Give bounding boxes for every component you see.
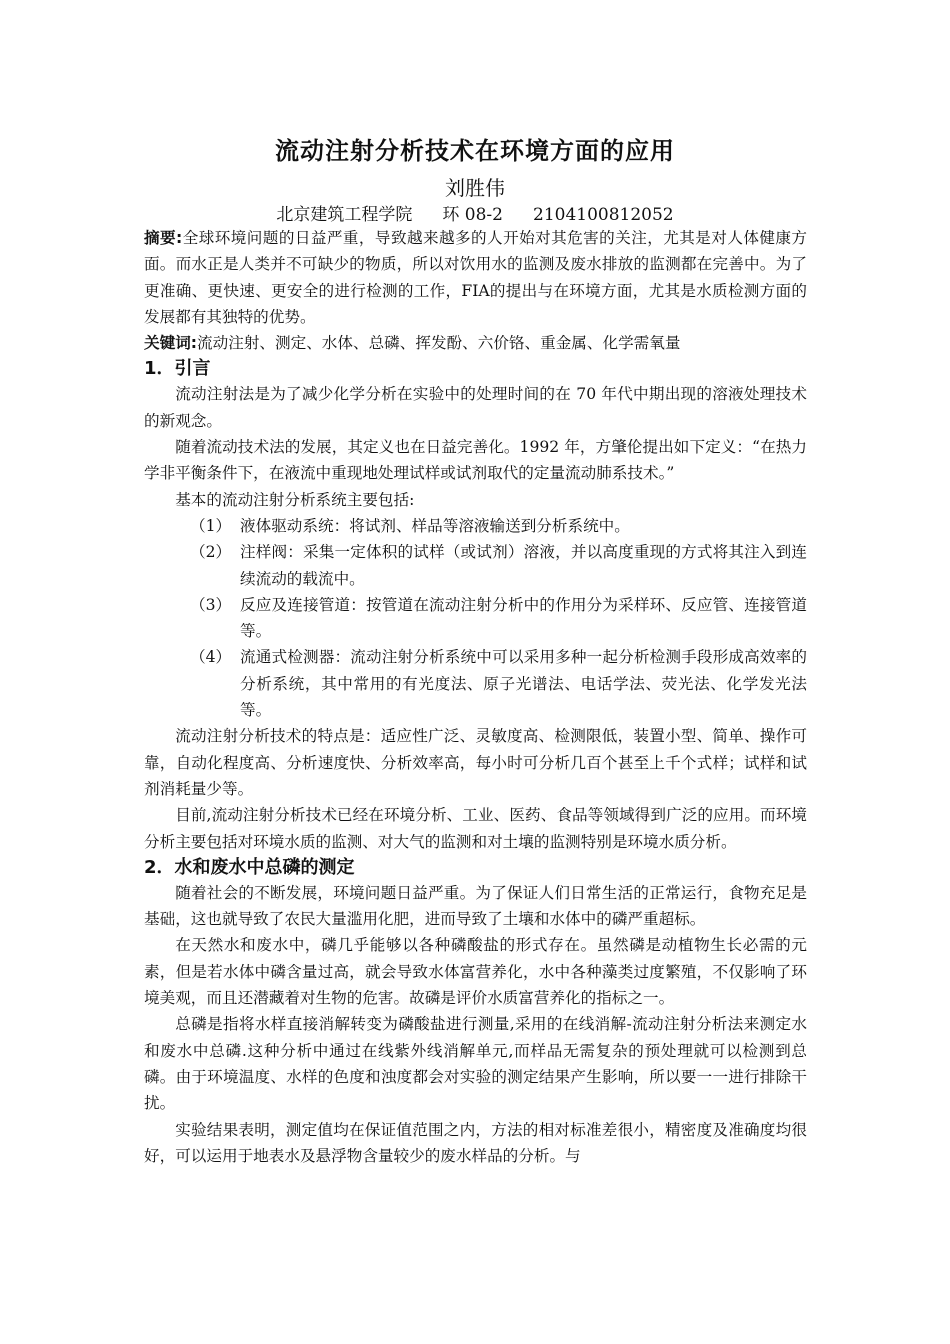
list-item-text: 注样阀：采集一定体积的试样（或试剂）溶液，并以高度重现的方式将其注入到连续流动的载流中。 [240, 543, 807, 588]
list-item-number: （3） [190, 595, 232, 614]
paragraph: 实验结果表明，测定值均在保证值范围之内，方法的相对标准差很小，精密度及准确度均很好，可以运用于地表水及悬浮物含量较少的废水样品的分析。与 [144, 1120, 807, 1165]
paragraph: 目前,流动注射分析技术已经在环境分析、工业、医药、食品等领域得到广泛的应用。而环境分析主要包括对环境水质的监测、对大气的监测和对土壤的监测特别是环境水质分析。 [144, 806, 807, 851]
paragraph: 流动注射分析技术的特点是：适应性广泛、灵敏度高、检测限低，装置小型、简单、操作可靠，自动化程度高、分析速度快、分析效率高，每小时可分析几百个甚至上千个式样；试样和试剂消耗量少等。 [144, 727, 807, 798]
document-body [144, 225, 807, 1169]
paragraph: 总磷是指将水样直接消解转变为磷酸盐进行测量,采用的在线消解-流动注射分析法来测定水和废水中总磷.这种分析中通过在线紫外线消解单元,而样品无需复杂的预处理就可以检测到总磷。由于环境温度、水样的色度和浊度都会对实验的测定结果产生影响，所以要一一进行排除干扰。 [144, 1015, 807, 1113]
paragraph: 在天然水和废水中，磷几乎能够以各种磷酸盐的形式存在。虽然磷是动植物生长必需的元素，但是若水体中磷含量过高，就会导致水体富营养化，水中各种藻类过度繁殖，不仅影响了环境美观，而且还潜藏着对生物的危害。故磷是评价水质富营养化的指标之一。 [144, 936, 807, 1008]
paragraph: 流动注射法是为了减少化学分析在实验中的处理时间的在 70 年代中期出现的溶液处理技术的新观念。 [144, 385, 807, 430]
list-item [144, 539, 807, 592]
section-heading: 2．水和废水中总磷的测定 [144, 856, 355, 878]
abstract [144, 225, 807, 330]
list-item-text: 液体驱动系统：将试剂、样品等溶液输送到分析系统中。 [240, 516, 630, 535]
keywords-text: 流动注射、测定、水体、总磷、挥发酚、六价铬、重金属、化学需氧量 [197, 334, 681, 353]
list-item-number: （4） [190, 648, 232, 667]
paragraph: 随着流动技术法的发展，其定义也在日益完善化。1992 年，方肇伦提出如下定义：“在热力学非平衡条件下，在液流中重现地处理试样或试剂取代的定量流动肺系技术。” [144, 438, 807, 483]
keywords-label: 关键词: [144, 334, 198, 353]
class-name: 环 08-2 [442, 205, 503, 225]
list-item-number: （1） [190, 516, 232, 535]
document-title: 流动注射分析技术在环境方面的应用 [275, 137, 675, 165]
list-item-text: 流通式检测器：流动注射分析系统中可以采用多种一起分析检测手段形成高效率的分析系统，其中常用的有光度法、原子光谱法、电话学法、荧光法、化学发光法等。 [240, 648, 807, 720]
section-heading: 1．引言 [144, 358, 211, 380]
list-item [144, 644, 807, 723]
list-item-number: （2） [190, 543, 232, 562]
list-item [144, 513, 807, 539]
abstract-label: 摘要: [144, 229, 183, 247]
keywords [144, 330, 807, 356]
paragraph: 随着社会的不断发展，环境问题日益严重。为了保证人们日常生活的正常运行，食物充足是基础，这也就导致了农民大量滥用化肥，进而导致了土壤和水体中的磷严重超标。 [144, 883, 807, 929]
list-item-text: 反应及连接管道：按管道在流动注射分析中的作用分为采样环、反应管、连接管道等。 [240, 595, 807, 641]
abstract-text: 全球环境问题的日益严重，导致越来越多的人开始对其危害的关注，尤其是对人体健康方面。而水正是人类并不可缺少的物质，所以对饮用水的监测及废水排放的监测都在完善中。为了更准确、更快速、更安全的进行检测的工作，FIA的提出与在环境方面，尤其是水质检测方面的发展都有其独特的优势。 [144, 229, 807, 326]
author-affiliation [0, 200, 950, 225]
student-id: 2104100812052 [533, 205, 674, 225]
author-name: 刘胜伟 [445, 176, 505, 200]
school-name: 北京建筑工程学院 [276, 205, 413, 225]
paragraph: 基本的流动注射分析系统主要包括: [175, 490, 415, 509]
list-item [144, 592, 807, 645]
